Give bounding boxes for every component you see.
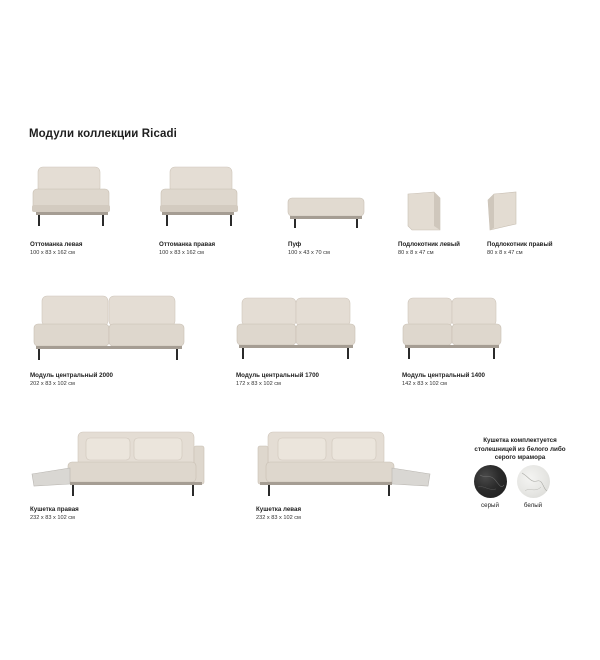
central-module-2000-image <box>30 294 188 366</box>
module-dims: 232 x 83 x 102 см <box>256 515 301 521</box>
ottoman-left-image <box>30 165 112 230</box>
module-dims: 202 x 83 x 102 см <box>30 381 75 387</box>
module-dims: 100 x 83 x 162 см <box>159 250 204 256</box>
module-name: Модуль центральный 1700 <box>236 372 319 379</box>
module-dims: 80 x 8 x 47 см <box>398 250 434 256</box>
module-name: Подлокотник правый <box>487 241 553 248</box>
marble-note: Кушетка комплектуется столешницей из белого либо серого мрамора <box>474 437 566 461</box>
central-module-1700-image <box>234 296 358 366</box>
module-name: Кушетка левая <box>256 506 302 513</box>
module-dims: 100 x 43 x 70 см <box>288 250 330 256</box>
module-name: Пуф <box>288 241 302 248</box>
armrest-left-image <box>404 190 444 232</box>
module-dims: 232 x 83 x 102 см <box>30 515 75 521</box>
chaise-right-image <box>30 428 210 500</box>
module-name: Модуль центральный 2000 <box>30 372 113 379</box>
module-dims: 80 x 8 x 47 см <box>487 250 523 256</box>
module-name: Подлокотник левый <box>398 241 460 248</box>
module-name: Модуль центральный 1400 <box>402 372 485 379</box>
swatch-label-grey: серый <box>481 502 499 509</box>
module-name: Оттоманка левая <box>30 241 83 248</box>
ottoman-right-image <box>158 165 240 230</box>
marble-swatch-white <box>517 465 550 498</box>
module-dims: 142 x 83 x 102 см <box>402 381 447 387</box>
page-title: Модули коллекции Ricadi <box>29 128 177 140</box>
pouf-image <box>286 196 366 230</box>
module-dims: 100 x 83 x 162 см <box>30 250 75 256</box>
module-name: Оттоманка правая <box>159 241 216 248</box>
marble-vein-icon <box>517 465 550 498</box>
central-module-1400-image <box>400 296 504 366</box>
module-name: Кушетка правая <box>30 506 79 513</box>
armrest-right-image <box>484 190 520 232</box>
chaise-left-image <box>252 428 432 500</box>
swatch-label-white: белый <box>523 502 543 509</box>
module-dims: 172 x 83 x 102 см <box>236 381 281 387</box>
marble-swatch-grey <box>474 465 507 498</box>
marble-vein-icon <box>474 465 507 498</box>
